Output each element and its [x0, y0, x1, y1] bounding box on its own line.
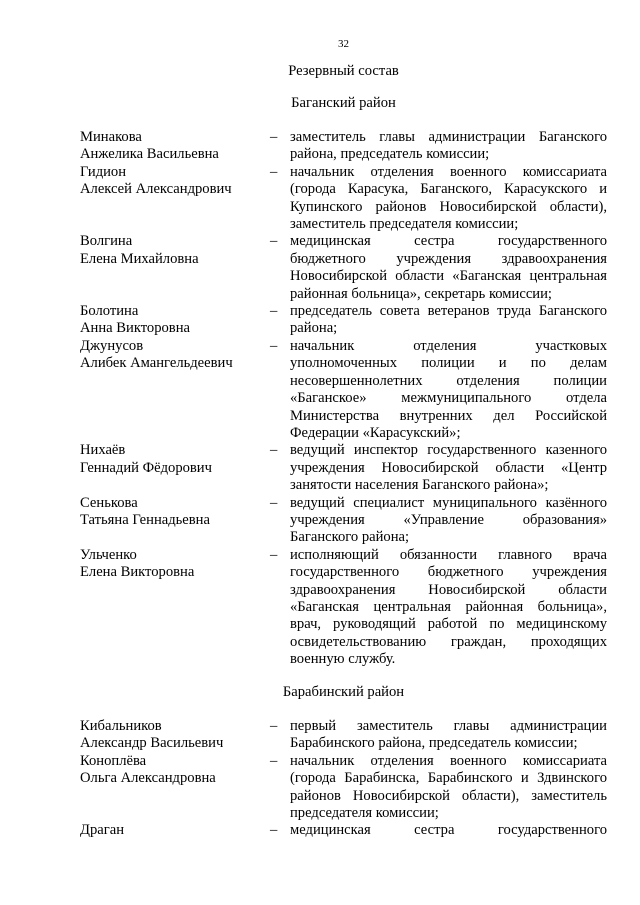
position-line: уполномоченных полиции и по делам — [290, 355, 607, 372]
position-line: (города Карасука, Баганского, Карасукского и — [290, 181, 607, 198]
position-line: Министерства внутренних дел Российской — [290, 407, 607, 424]
member-position — [290, 129, 607, 164]
member-surname: Ульченко — [80, 546, 137, 563]
member-name — [80, 129, 270, 164]
member-position — [290, 822, 607, 839]
separator-dash: – — [270, 337, 278, 354]
position-line: района, председатель комиссии; — [290, 146, 490, 163]
separator-dash: – — [270, 718, 278, 734]
member-surname: Сенькова — [80, 494, 138, 511]
member-name — [80, 753, 270, 823]
position-line: бюджетного учреждения здравоохранения — [290, 250, 607, 267]
position-line: заместитель председателя комиссии; — [290, 216, 519, 233]
member-surname: Джунусов — [80, 337, 144, 354]
position-line: медицинская сестра государственного — [290, 233, 607, 250]
member-given-names: Ольга Александровна — [80, 770, 216, 787]
member-position — [290, 495, 607, 547]
position-line: (города Барабинска, Барабинского и Здвинского — [290, 770, 607, 787]
member-position — [290, 718, 607, 753]
position-line: Баганского района; — [290, 529, 410, 546]
position-line: врач, руководящий работой по медицинскому — [290, 616, 607, 633]
member-given-names: Анна Викторовна — [80, 320, 190, 337]
member-name — [80, 338, 270, 442]
member-entry — [80, 129, 607, 164]
member-entry — [80, 442, 607, 494]
position-line: председатель совета ветеранов труда Баганского — [290, 303, 607, 320]
position-line: занятости населения Баганского района»; — [290, 477, 549, 494]
member-position — [290, 442, 607, 494]
position-line: начальник отделения военного комиссариата — [290, 752, 607, 769]
member-given-names: Александр Васильевич — [80, 735, 224, 752]
position-line: медицинская сестра государственного — [290, 822, 607, 839]
member-name — [80, 547, 270, 669]
position-line: заместитель главы администрации Баганского — [290, 129, 607, 145]
separator-dash: – — [270, 233, 278, 250]
position-line: Купинского районов Новосибирской области), — [290, 198, 607, 215]
member-given-names: Алибек Амангельдеевич — [80, 355, 233, 372]
member-entry — [80, 753, 607, 823]
member-name — [80, 442, 270, 494]
position-line: начальник отделения участковых — [290, 337, 607, 354]
member-surname: Болотина — [80, 303, 139, 320]
position-line: Барабинского района, председатель комиссии; — [290, 735, 578, 752]
position-line: Федерации «Карасукский»; — [290, 424, 461, 441]
member-given-names: Татьяна Геннадьевна — [80, 511, 210, 528]
member-position — [290, 164, 607, 234]
position-line: «Баганская центральная районная больница», — [290, 598, 607, 615]
member-entry — [80, 718, 607, 753]
member-entry — [80, 303, 607, 338]
position-line: здравоохранения Новосибирской области — [290, 581, 607, 598]
position-line: исполняющий обязанности главного врача — [290, 546, 607, 563]
separator-dash: – — [270, 752, 278, 769]
member-given-names: Елена Михайловна — [80, 250, 199, 267]
position-line: района; — [290, 320, 338, 337]
member-position — [290, 753, 607, 823]
member-name — [80, 822, 270, 839]
position-line: учреждения «Управление образования» — [290, 511, 607, 528]
member-position — [290, 233, 607, 303]
separator-dash: – — [270, 546, 278, 563]
page-number: 32 — [338, 38, 349, 50]
member-position — [290, 338, 607, 442]
position-line: государственного бюджетного учреждения — [290, 564, 607, 581]
separator-dash: – — [270, 163, 278, 180]
position-line: первый заместитель главы администрации — [290, 718, 607, 734]
position-line: «Баганское» межмуниципального отдела — [290, 390, 607, 407]
member-position — [290, 303, 607, 338]
separator-dash: – — [270, 442, 278, 459]
member-entry — [80, 495, 607, 547]
member-surname: Гидион — [80, 163, 127, 180]
position-line: ведущий специалист муниципального казённого — [290, 494, 607, 511]
position-line: освидетельствованию граждан, проходящих — [290, 633, 607, 650]
member-entry — [80, 233, 607, 303]
member-name — [80, 303, 270, 338]
position-line: районов Новосибирской области), заместитель — [290, 787, 607, 804]
member-position — [290, 547, 607, 669]
position-line: начальник отделения военного комиссариата — [290, 163, 607, 180]
member-surname: Нихаёв — [80, 442, 126, 459]
page-title: Резервный состав — [288, 63, 399, 79]
member-entry — [80, 338, 607, 442]
separator-dash: – — [270, 822, 278, 839]
position-line: несовершеннолетних отделения полиции — [290, 372, 607, 389]
member-name — [80, 718, 270, 753]
member-name — [80, 164, 270, 234]
member-name — [80, 233, 270, 303]
member-list — [80, 129, 607, 669]
position-line: военную службу. — [290, 651, 396, 668]
position-line: председателя комиссии; — [290, 805, 439, 822]
separator-dash: – — [270, 129, 278, 145]
position-line: районная больница», секретарь комиссии; — [290, 285, 552, 302]
member-given-names: Анжелика Васильевна — [80, 146, 219, 163]
position-line: ведущий инспектор государственного казенного — [290, 442, 607, 459]
member-list — [80, 718, 607, 840]
district-heading: Барабинский район — [282, 684, 405, 700]
member-surname: Кибальников — [80, 718, 162, 734]
member-surname: Коноплёва — [80, 752, 147, 769]
member-entry — [80, 822, 607, 839]
member-given-names: Алексей Александрович — [80, 181, 232, 198]
separator-dash: – — [270, 303, 278, 320]
position-line: Новосибирской области «Баганская центральная — [290, 268, 607, 285]
member-surname: Драган — [80, 822, 125, 839]
member-surname: Волгина — [80, 233, 133, 250]
position-line: учреждения Новосибирской области «Центр — [290, 459, 607, 476]
member-surname: Минакова — [80, 129, 142, 145]
member-given-names: Елена Викторовна — [80, 564, 195, 581]
separator-dash: – — [270, 494, 278, 511]
member-entry — [80, 164, 607, 234]
member-given-names: Геннадий Фёдорович — [80, 459, 212, 476]
member-name — [80, 495, 270, 547]
member-entry — [80, 547, 607, 669]
district-heading: Баганский район — [291, 95, 396, 111]
